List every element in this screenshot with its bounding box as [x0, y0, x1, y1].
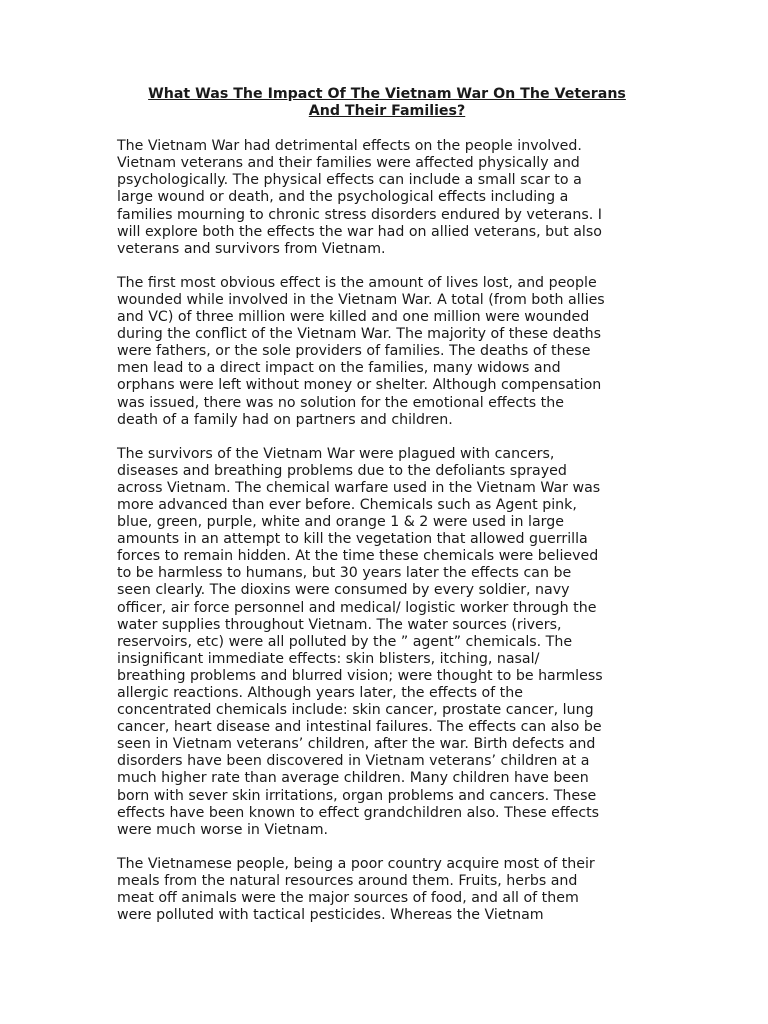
- text-line: seen clearly. The dioxins were consumed by every soldier, navy: [117, 582, 570, 599]
- text-line: insignificant immediate effects: skin blisters, itching, nasal/: [117, 650, 540, 667]
- text-line: officer, air force personnel and medical/ logistic worker through the: [117, 599, 597, 616]
- text-line: The survivors of the Vietnam War were plagued with cancers,: [117, 445, 555, 462]
- text-line: amounts in an attempt to kill the vegetation that allowed guerrilla: [117, 531, 588, 548]
- text-line: wounded while involved in the Vietnam War. A total (from both allies: [117, 291, 605, 308]
- text-line: large wound or death, and the psychological effects including a: [117, 189, 569, 206]
- text-line: reservoirs, etc) were all polluted by the ” agent” chemicals. The: [117, 633, 573, 650]
- text-line: The Vietnam War had detrimental effects on the people involved.: [117, 138, 582, 155]
- text-line: breathing problems and blurred vision; were thought to be harmless: [117, 667, 603, 684]
- text-line: psychologically. The physical effects can include a small scar to a: [117, 172, 582, 189]
- document-body: [117, 86, 657, 941]
- text-line: and VC) of three million were killed and one million were wounded: [117, 309, 590, 326]
- text-line: more advanced than ever before. Chemicals such as Agent pink,: [117, 496, 577, 513]
- text-line: The Vietnamese people, being a poor country acquire most of their: [117, 855, 595, 872]
- title-line: What Was The Impact Of The Vietnam War On The Veterans: [148, 86, 626, 102]
- paragraph-lives-lost: [117, 275, 657, 429]
- text-line: during the conflict of the Vietnam War. The majority of these deaths: [117, 326, 602, 343]
- text-line: seen in Vietnam veterans’ children, after the war. Birth defects and: [117, 736, 596, 753]
- paragraph-chemical-warfare: [117, 446, 657, 839]
- text-line: effects have been known to effect grandchildren also. These effects: [117, 804, 600, 821]
- text-line: cancer, heart disease and intestinal failures. The effects can also be: [117, 719, 602, 736]
- text-line: Vietnam veterans and their families were affected physically and: [117, 155, 580, 172]
- text-line: veterans and survivors from Vietnam.: [117, 240, 386, 257]
- text-line: will explore both the effects the war had on allied veterans, but also: [117, 223, 602, 240]
- text-line: meat off animals were the major sources of food, and all of them: [117, 890, 579, 907]
- text-line: blue, green, purple, white and orange 1 & 2 were used in large: [117, 514, 564, 531]
- text-line: meals from the natural resources around them. Fruits, herbs and: [117, 872, 578, 889]
- text-line: orphans were left without money or shelter. Although compensation: [117, 377, 602, 394]
- title-line: And Their Families?: [308, 103, 466, 120]
- text-line: were fathers, or the sole providers of families. The deaths of these: [117, 343, 591, 360]
- text-line: concentrated chemicals include: skin cancer, prostate cancer, lung: [117, 702, 594, 719]
- text-line: men lead to a direct impact on the families, many widows and: [117, 360, 561, 377]
- text-line: forces to remain hidden. At the time these chemicals were believed: [117, 548, 599, 565]
- paragraph-intro: [117, 138, 657, 258]
- text-line: water supplies throughout Vietnam. The water sources (rivers,: [117, 616, 562, 633]
- document-title: [117, 86, 657, 120]
- text-line: was issued, there was no solution for the emotional effects the: [117, 394, 564, 411]
- text-line: born with sever skin irritations, organ problems and cancers. These: [117, 787, 597, 804]
- text-line: much higher rate than average children. Many children have been: [117, 770, 589, 787]
- text-line: were much worse in Vietnam.: [117, 821, 329, 838]
- text-line: across Vietnam. The chemical warfare used in the Vietnam War was: [117, 479, 601, 496]
- text-line: diseases and breathing problems due to the defoliants sprayed: [117, 462, 567, 479]
- text-line: families mourning to chronic stress disorders endured by veterans. I: [117, 206, 602, 223]
- text-line: were polluted with tactical pesticides. Whereas the Vietnam: [117, 907, 544, 924]
- paragraph-vietnamese-people: [117, 856, 657, 924]
- text-line: disorders have been discovered in Vietnam veterans’ children at a: [117, 753, 590, 770]
- text-line: death of a family had on partners and children.: [117, 411, 453, 428]
- text-line: allergic reactions. Although years later, the effects of the: [117, 685, 523, 701]
- text-line: to be harmless to humans, but 30 years later the effects can be: [117, 565, 572, 582]
- text-line: The first most obvious effect is the amount of lives lost, and people: [117, 274, 597, 291]
